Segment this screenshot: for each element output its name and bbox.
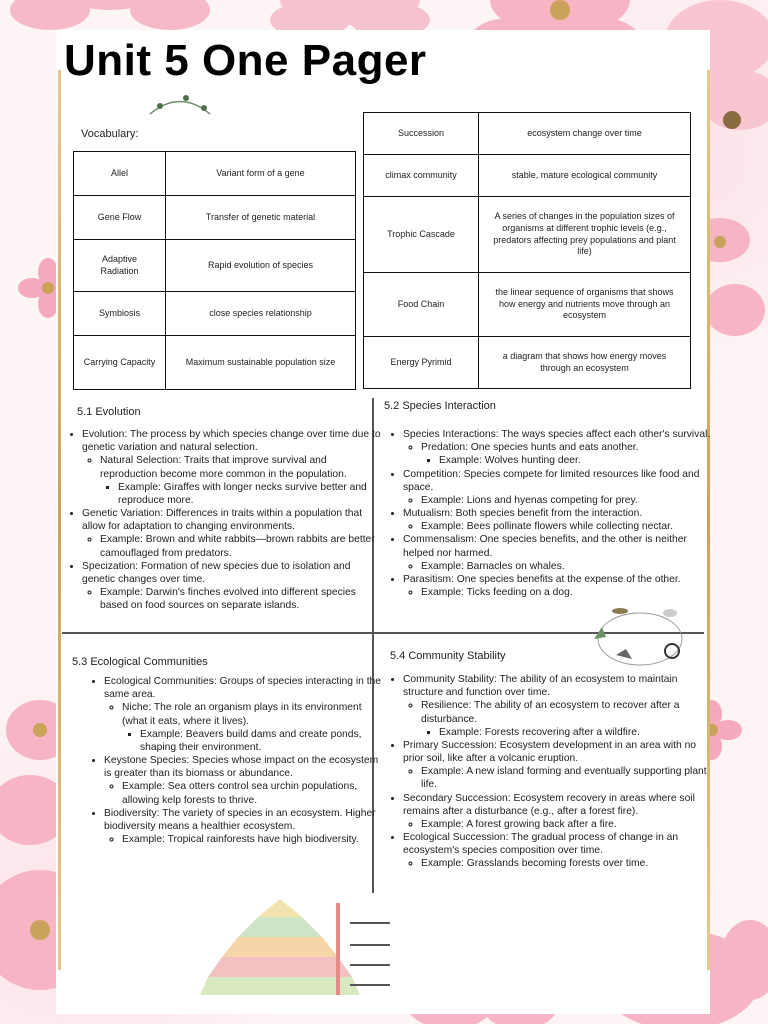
sub-list xyxy=(82,586,384,612)
list-item-text: Example: Darwin's finches evolved into different species based on food sources on separate islands. xyxy=(100,587,356,612)
vocab-row-energy-pyrimid xyxy=(364,337,691,389)
list-item xyxy=(403,507,715,533)
list-item xyxy=(421,560,715,573)
food-cycle-illustration xyxy=(588,603,692,671)
vocab-row-symbiosis xyxy=(74,292,356,336)
list-item-text: Example: Beavers build dams and create ponds, shaping their environment. xyxy=(140,728,362,753)
list-item xyxy=(100,586,384,612)
list-item-text: Example: Bees pollinate flowers while collecting nectar. xyxy=(421,521,673,533)
list-item xyxy=(122,780,386,806)
vocab-definition: Maximum sustainable population size xyxy=(166,336,356,390)
list-item-text: Resilience: The ability of an ecosystem to recover after a disturbance. xyxy=(421,700,680,725)
list-item xyxy=(403,468,715,508)
vocab-term: Allel xyxy=(74,152,166,196)
vocab-row-carrying-capacity xyxy=(74,336,356,390)
vocab-term: Carrying Capacity xyxy=(74,336,166,390)
list-item xyxy=(104,807,386,847)
list-item-text: Ecological Communities: Groups of species interacting in the same area. xyxy=(104,676,382,701)
list-item-text: Competition: Species compete for limited resources like food and space. xyxy=(403,468,700,493)
list-item-text: Example: Wolves hunting deer. xyxy=(439,455,581,467)
sub-list xyxy=(403,520,715,533)
sub-list xyxy=(403,494,715,507)
list-item xyxy=(100,533,384,559)
vocab-definition: close species relationship xyxy=(166,292,356,336)
list-item xyxy=(104,754,386,807)
vocab-definition: the linear sequence of organisms that shows how energy and nutrients move through an ecosystem xyxy=(479,273,691,337)
list-item xyxy=(421,520,715,533)
vocabulary-label: Vocabulary: xyxy=(81,128,139,140)
list-item-text: Genetic Variation: Differences in traits within a population that allow for adaptation to changing environments. xyxy=(82,508,363,533)
sub-list xyxy=(403,560,715,573)
list-item-text: Example: Ticks feeding on a dog. xyxy=(421,587,573,599)
list-item xyxy=(403,739,715,792)
vocab-row-gene-flow xyxy=(74,196,356,240)
list-item-text: Example: Giraffes with longer necks survive better and reproduce more. xyxy=(118,481,367,506)
vocab-term: Food Chain xyxy=(364,273,479,337)
vocab-term: Gene Flow xyxy=(74,196,166,240)
list-item xyxy=(82,428,384,507)
list-item xyxy=(421,586,715,599)
list-item xyxy=(82,560,384,613)
section-title-communities: 5.3 Ecological Communities xyxy=(72,656,208,668)
communities-notes xyxy=(86,675,386,846)
vocab-definition: a diagram that shows how energy moves through an ecosystem xyxy=(479,337,691,389)
evolution-notes xyxy=(64,428,384,612)
list-item xyxy=(403,533,715,573)
list-item-text: Species Interactions: The ways species affect each other's survival. xyxy=(403,429,711,440)
list-item-text: Example: Brown and white rabbits—brown rabbits are better camouflaged from predators. xyxy=(100,534,375,559)
vocab-row-allel xyxy=(74,152,356,196)
list-item-text: Example: A forest growing back after a fire. xyxy=(421,818,617,830)
list-item xyxy=(403,831,715,871)
list-item xyxy=(403,792,715,832)
sub-list xyxy=(403,765,715,791)
list-item xyxy=(403,428,715,468)
list-item xyxy=(421,857,715,870)
list-item xyxy=(122,701,386,754)
vocab-row-adaptive-radiation xyxy=(74,240,356,292)
section-title-interaction: 5.2 Species Interaction xyxy=(384,400,496,412)
list-item-text: Secondary Succession: Ecosystem recovery in areas where soil remains after a disturbance (e.g., after a forest fire). xyxy=(403,792,695,817)
stability-notes xyxy=(385,673,715,871)
list-item xyxy=(118,481,384,507)
vocabulary-table-left xyxy=(73,151,356,390)
sub-list xyxy=(104,780,386,806)
list-item xyxy=(421,699,715,739)
list-item xyxy=(421,441,715,467)
list-item-text: Parasitism: One species benefits at the expense of the other. xyxy=(403,573,681,585)
vocab-row-succession xyxy=(364,113,691,155)
sub-list xyxy=(82,454,384,507)
vocab-row-food-chain xyxy=(364,273,691,337)
list-item xyxy=(140,728,386,754)
sub-list xyxy=(403,818,715,831)
sub-list xyxy=(100,481,384,507)
list-item xyxy=(421,765,715,791)
list-item xyxy=(421,818,715,831)
sprig-decoration xyxy=(140,84,220,124)
vocab-term: Adaptive Radiation xyxy=(74,240,166,292)
section-title-stability: 5.4 Community Stability xyxy=(390,650,506,662)
list-item-text: Specization: Formation of new species due to isolation and genetic changes over time. xyxy=(82,560,351,585)
vocab-term: Trophic Cascade xyxy=(364,197,479,273)
vocab-definition: stable, mature ecological community xyxy=(479,155,691,197)
interaction-notes xyxy=(385,428,715,599)
list-item xyxy=(82,507,384,560)
list-item-text: Example: A new island forming and eventually supporting plant life. xyxy=(421,766,707,791)
vocab-term: Succession xyxy=(364,113,479,155)
list-item-text: Community Stability: The ability of an ecosystem to maintain structure and function over time. xyxy=(403,674,678,699)
list-item xyxy=(100,454,384,507)
list-item-text: Example: Barnacles on whales. xyxy=(421,560,565,572)
sub-list xyxy=(403,441,715,467)
list-item-text: Keystone Species: Species whose impact on the ecosystem is greater than its biomass or abundance. xyxy=(104,755,379,780)
list-item-text: Ecological Succession: The gradual process of change in an ecosystem's species composition over time. xyxy=(403,832,679,857)
list-item-text: Evolution: The process by which species change over time due to genetic variation and natural selection. xyxy=(82,429,381,454)
gold-line-left xyxy=(58,70,61,970)
list-item-text: Example: Lions and hyenas competing for prey. xyxy=(421,494,638,506)
list-item-text: Example: Grasslands becoming forests over time. xyxy=(421,858,649,870)
list-item xyxy=(403,673,715,739)
vocab-term: Symbiosis xyxy=(74,292,166,336)
energy-pyramid-illustration xyxy=(200,893,392,999)
list-item xyxy=(439,726,715,739)
vocab-term: Energy Pyrimid xyxy=(364,337,479,389)
vocab-definition: Rapid evolution of species xyxy=(166,240,356,292)
vocabulary-table-right xyxy=(363,112,691,389)
list-item-text: Biodiversity: The variety of species in an ecosystem. Higher biodiversity means a healthier ecosystem. xyxy=(104,807,376,832)
vocab-row-climax-community xyxy=(364,155,691,197)
sub-list xyxy=(403,857,715,870)
vocab-definition: Variant form of a gene xyxy=(166,152,356,196)
list-item xyxy=(439,454,715,467)
list-item-text: Example: Tropical rainforests have high biodiversity. xyxy=(122,834,359,846)
vocab-row-trophic-cascade xyxy=(364,197,691,273)
vocab-definition: Transfer of genetic material xyxy=(166,196,356,240)
section-title-evolution: 5.1 Evolution xyxy=(77,406,141,418)
list-item-text: Predation: One species hunts and eats another. xyxy=(421,442,639,454)
list-item-text: Example: Forests recovering after a wildfire. xyxy=(439,726,640,738)
list-item-text: Primary Succession: Ecosystem development in an area with no prior soil, like after a volcanic eruption. xyxy=(403,739,697,765)
list-item-text: Example: Sea otters control sea urchin populations, allowing kelp forests to thrive. xyxy=(122,781,358,806)
list-item-text: Mutualism: Both species benefit from the interaction. xyxy=(403,508,643,520)
list-item-text: Commensalism: One species benefits, and the other is neither helped nor harmed. xyxy=(403,534,687,559)
sub-list xyxy=(403,586,715,599)
sub-list xyxy=(421,726,715,739)
list-item xyxy=(421,494,715,507)
sub-list xyxy=(421,454,715,467)
list-item-text: Natural Selection: Traits that improve survival and reproduction become more common in the population. xyxy=(100,455,347,480)
sub-list xyxy=(82,533,384,559)
vocab-term: climax community xyxy=(364,155,479,197)
sub-list xyxy=(104,833,386,846)
list-item xyxy=(122,833,386,846)
sub-list xyxy=(104,701,386,754)
list-item-text: Niche: The role an organism plays in its environment (what it eats, where it lives). xyxy=(122,702,362,727)
sub-list xyxy=(403,699,715,739)
list-item xyxy=(403,573,715,599)
vocab-definition: ecosystem change over time xyxy=(479,113,691,155)
sub-list xyxy=(122,728,386,754)
page-title: Unit 5 One Pager xyxy=(64,36,427,85)
vocab-definition: A series of changes in the population sizes of organisms at different trophic levels (e.g., predators affecting prey populations and plant life) xyxy=(479,197,691,273)
list-item xyxy=(104,675,386,754)
